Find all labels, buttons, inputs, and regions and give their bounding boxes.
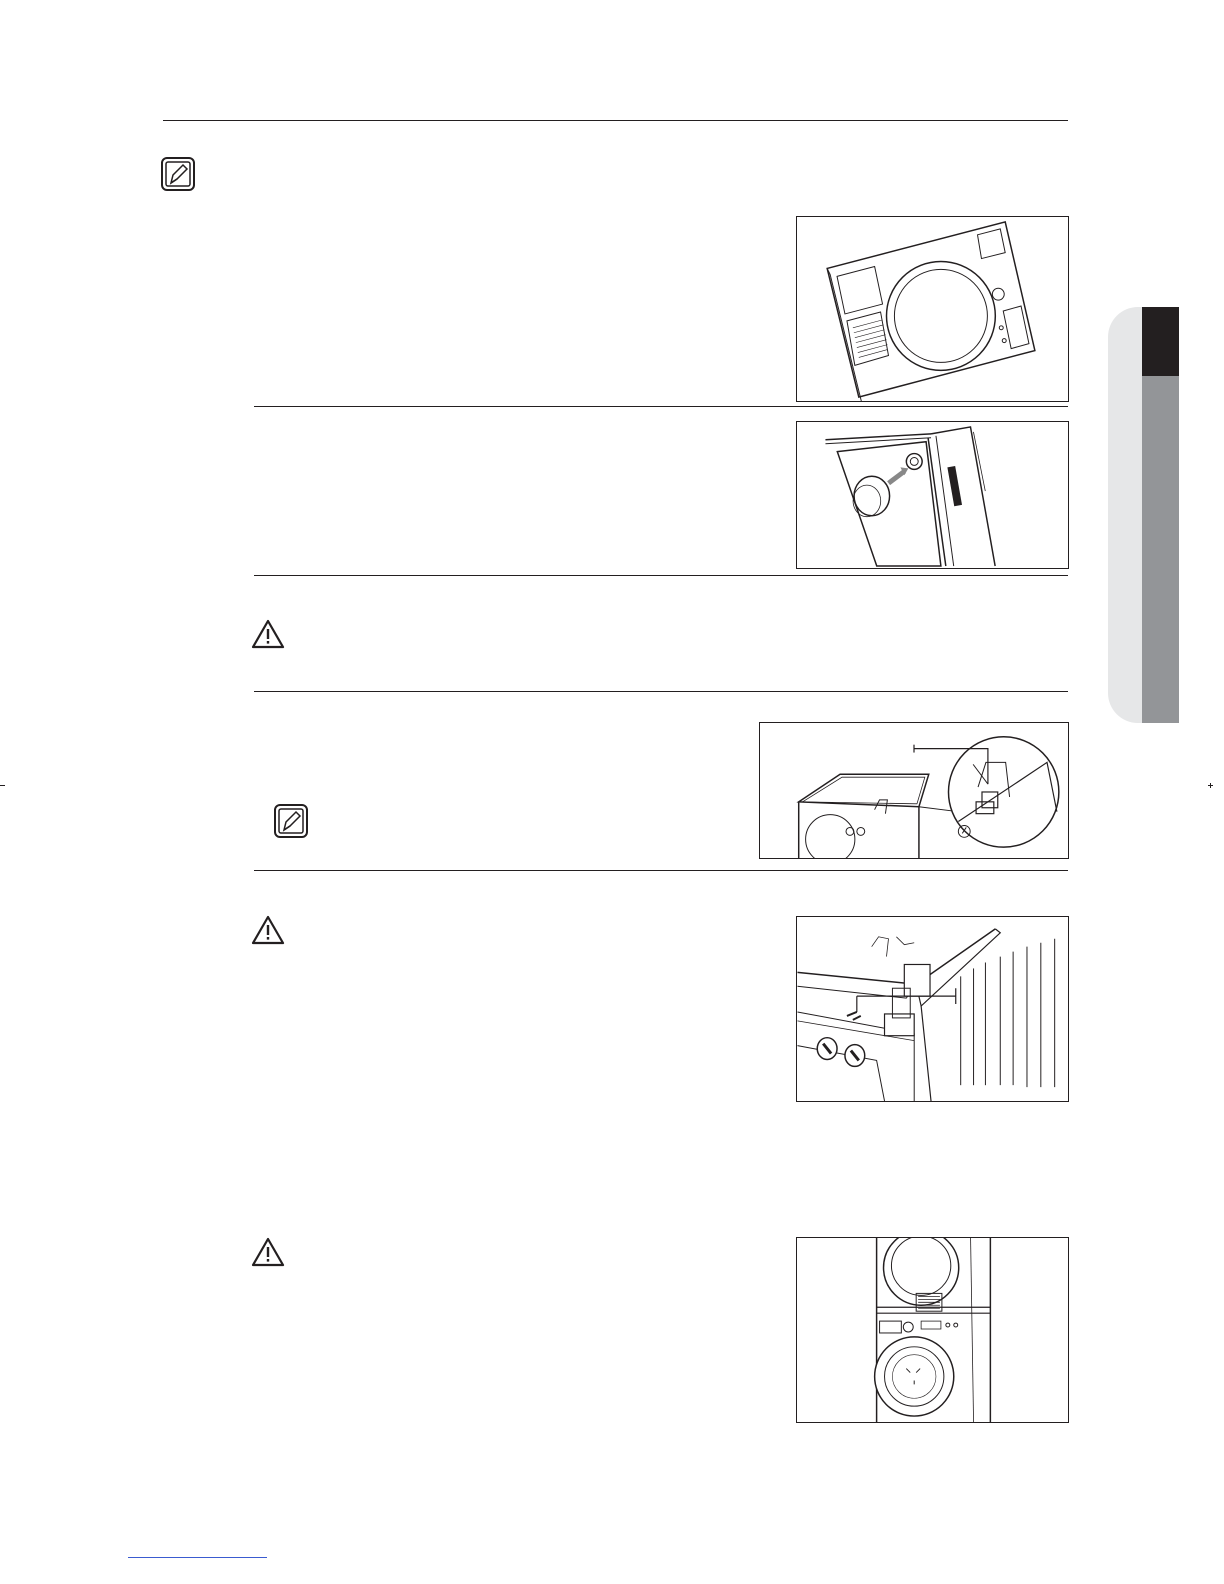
figure-bracket-screws bbox=[796, 916, 1069, 1102]
section-divider bbox=[254, 870, 1068, 871]
note-pencil-icon bbox=[161, 157, 195, 191]
section-divider bbox=[254, 406, 1068, 407]
figure-bracket-attach bbox=[759, 722, 1069, 859]
warning-triangle-icon bbox=[251, 619, 285, 649]
note-pencil-icon bbox=[274, 804, 308, 838]
section-divider bbox=[254, 575, 1068, 576]
header-rule bbox=[163, 120, 1068, 121]
footer-link-underline[interactable] bbox=[128, 1557, 267, 1558]
figure-stacked-units bbox=[796, 1237, 1069, 1423]
side-tab-section bbox=[1142, 376, 1179, 723]
crop-mark-right-v bbox=[1210, 783, 1211, 788]
warning-triangle-icon bbox=[251, 1237, 285, 1267]
figure-top-bolt bbox=[796, 421, 1069, 569]
side-tab-active-marker bbox=[1142, 307, 1179, 376]
figure-dryer-lying-flat bbox=[796, 216, 1069, 402]
warning-triangle-icon bbox=[251, 915, 285, 945]
side-tab-background bbox=[1108, 307, 1144, 723]
section-divider bbox=[254, 691, 1068, 692]
crop-mark-left bbox=[0, 785, 5, 786]
